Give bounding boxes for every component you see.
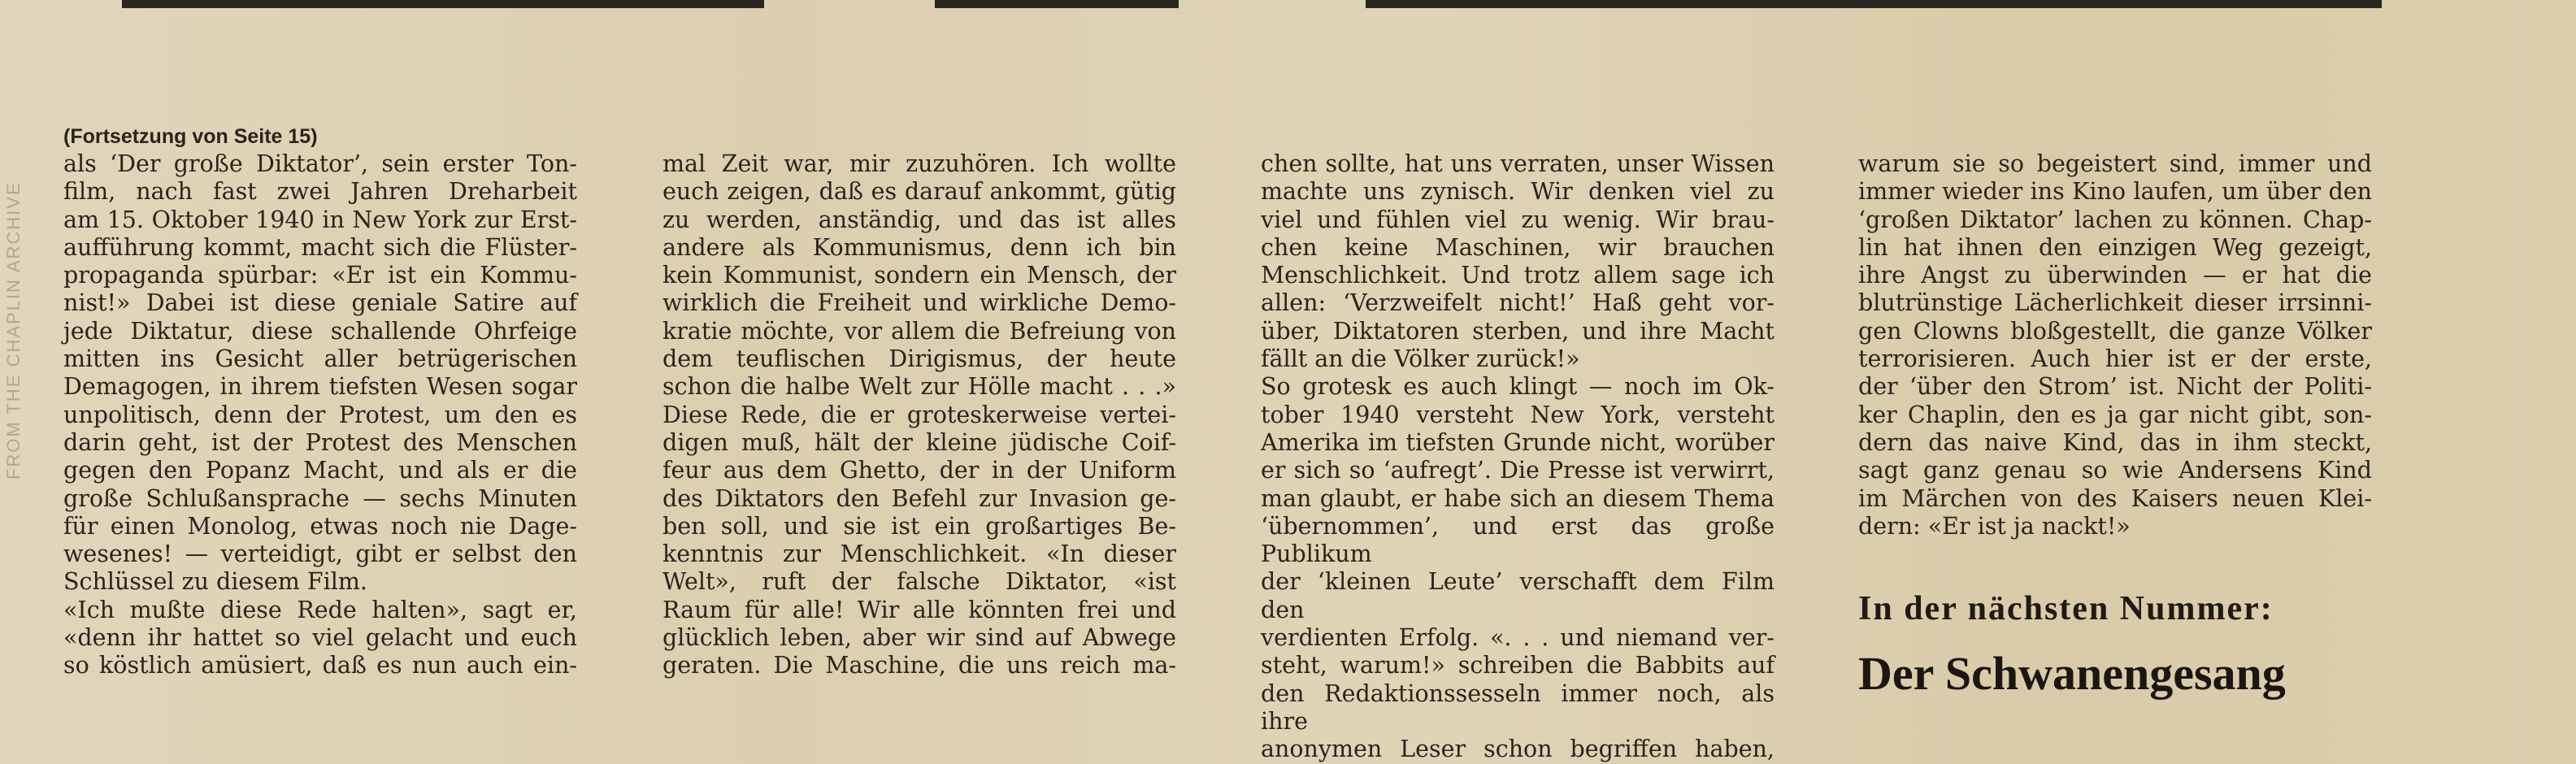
text-line: Menschlichkeit. Und trotz allem sage ich	[1261, 262, 1775, 289]
text-line: ‘übernommen’, und erst das große Publikum	[1261, 512, 1775, 568]
text-line: immer wieder ins Kino laufen, um über den	[1858, 178, 2372, 206]
top-border-strip	[122, 0, 764, 8]
text-line: des Diktators den Befehl zur Invasion ge-	[662, 484, 1176, 512]
text-line: Raum für alle! Wir alle könnten frei und	[662, 596, 1176, 623]
text-line: er sich so ‘aufregt’. Die Presse ist verwirrt,	[1261, 457, 1775, 484]
article-column-2	[662, 150, 1176, 680]
text-line: darin geht, ist der Protest des Menschen	[63, 428, 577, 456]
text-line: zu werden, anständig, und das ist alles	[662, 206, 1176, 233]
text-line: «Ich mußte diese Rede halten», sagt er,	[63, 596, 577, 623]
next-issue-title: Der Schwanengesang	[1858, 647, 2286, 700]
text-line: über, Diktatoren sterben, und ihre Macht	[1261, 317, 1775, 345]
text-line: blutrünstige Lächerlichkeit dieser irrsinni-	[1858, 289, 2372, 317]
article-column-4	[1858, 150, 2372, 540]
text-line: ‘großen Diktator’ lachen zu können. Chap-	[1858, 206, 2372, 233]
text-line: nist!» Dabei ist diese geniale Satire auf	[63, 289, 577, 317]
text-line: für einen Monolog, etwas noch nie Dage-	[63, 512, 577, 540]
text-line: chen keine Maschinen, wir brauchen	[1261, 233, 1775, 261]
text-line: Demagogen, in ihrem tiefsten Wesen sogar	[63, 373, 577, 401]
text-line: sagt ganz genau so wie Andersens Kind	[1858, 457, 2372, 484]
article-column-3	[1261, 150, 1775, 764]
text-line: gen Clowns bloßgestellt, die ganze Völker	[1858, 317, 2372, 345]
text-line: der ‘über den Strom’ ist. Nicht der Politi-	[1858, 373, 2372, 401]
text-line: der ‘kleinen Leute’ verschafft dem Film den	[1261, 568, 1775, 623]
text-line: dern: «Er ist ja nackt!»	[1858, 512, 2131, 540]
text-line: digen muß, hält der kleine jüdische Coif-	[662, 428, 1176, 456]
text-line: euch zeigen, daß es darauf ankommt, gütig	[662, 178, 1176, 206]
article-column-1	[63, 150, 577, 680]
text-line: Diese Rede, die er groteskerweise vertei-	[662, 401, 1176, 428]
text-line: machte uns zynisch. Wir denken viel zu	[1261, 178, 1775, 206]
text-line: «denn ihr hattet so viel gelacht und euch	[63, 624, 577, 652]
text-line: verdienten Erfolg. «. . . und niemand ver-	[1261, 624, 1775, 652]
text-line: so köstlich amüsiert, daß es nun auch ein-	[63, 652, 577, 679]
text-line: allen: ‘Verzweifelt nicht!’ Haß geht vor-	[1261, 289, 1775, 317]
text-line: anonymen Leser schon begriffen haben,	[1261, 736, 1775, 763]
text-line: kein Kommunist, sondern ein Mensch, der	[662, 262, 1176, 289]
text-line: wesenes! — verteidigt, gibt er selbst den	[63, 540, 577, 568]
text-line: propaganda spürbar: «Er ist ein Kommu-	[63, 262, 577, 289]
top-border-strip	[935, 0, 1179, 8]
text-line: mal Zeit war, mir zuzuhören. Ich wollte	[662, 150, 1176, 177]
text-line: terrorisieren. Auch hier ist er der erste,	[1858, 345, 2372, 373]
text-line: schon die halbe Welt zur Hölle macht . . .»	[662, 373, 1176, 401]
text-line: steht, warum!» schreiben die Babbits auf	[1261, 652, 1775, 679]
archive-watermark: FROM THE CHAPLIN ARCHIVE	[3, 181, 24, 480]
text-line: wirklich die Freiheit und wirkliche Demo-	[662, 289, 1176, 317]
text-line: gegen den Popanz Macht, und als er die	[63, 457, 577, 484]
text-line: jede Diktatur, diese schallende Ohrfeige	[63, 317, 577, 345]
text-line: tober 1940 versteht New York, versteht	[1261, 401, 1775, 428]
text-line: am 15. Oktober 1940 in New York zur Erst-	[63, 206, 577, 233]
text-line: mitten ins Gesicht aller betrügerischen	[63, 345, 577, 373]
text-line: Welt», ruft der falsche Diktator, «ist	[662, 568, 1176, 596]
text-line: fällt an die Völker zurück!»	[1261, 345, 1580, 373]
text-line: dern das naive Kind, das in ihm steckt,	[1858, 428, 2372, 456]
text-line: Schlüssel zu diesem Film.	[63, 568, 367, 596]
text-line: unpolitisch, denn der Protest, um den es	[63, 401, 577, 428]
text-line: ben soll, und sie ist ein großartiges Be-	[662, 512, 1176, 540]
text-line: andere als Kommunismus, denn ich bin	[662, 233, 1176, 261]
text-line: im Märchen von des Kaisers neuen Klei-	[1858, 484, 2372, 512]
text-line: aufführung kommt, macht sich die Flüster-	[63, 233, 577, 261]
text-line: glücklich leben, aber wir sind auf Abwege	[662, 624, 1176, 652]
text-line: chen sollte, hat uns verraten, unser Wissen	[1261, 150, 1775, 177]
text-line: Amerika im tiefsten Grunde nicht, worüber	[1261, 428, 1775, 456]
text-line: viel und fühlen viel zu wenig. Wir brau-	[1261, 206, 1775, 233]
text-line: große Schlußansprache — sechs Minuten	[63, 484, 577, 512]
text-line: lin hat ihnen den einzigen Weg gezeigt,	[1858, 233, 2372, 261]
text-line: film, nach fast zwei Jahren Dreharbeit	[63, 178, 577, 206]
text-line: kratie möchte, vor allem die Befreiung von	[662, 317, 1176, 345]
text-line: ker Chaplin, den es ja gar nicht gibt, son-	[1858, 401, 2372, 428]
text-line: den Redaktionssesseln immer noch, als ihre	[1261, 679, 1775, 735]
top-border-strip	[1366, 0, 2382, 8]
text-line: ihre Angst zu überwinden — er hat die	[1858, 262, 2372, 289]
next-issue-label: In der nächsten Nummer:	[1858, 590, 2274, 627]
text-line: warum sie so begeistert sind, immer und	[1858, 150, 2372, 177]
continuation-note: (Fortsetzung von Seite 15)	[63, 125, 318, 148]
text-line: dem teuflischen Dirigismus, der heute	[662, 345, 1176, 373]
text-line: kenntnis zur Menschlichkeit. «In dieser	[662, 540, 1176, 568]
text-line: als ‘Der große Diktator’, sein erster Ton-	[63, 150, 577, 177]
text-line: man glaubt, er habe sich an diesem Thema	[1261, 484, 1775, 512]
text-line: feur aus dem Ghetto, der in der Uniform	[662, 457, 1176, 484]
text-line: So grotesk es auch klingt — noch im Ok-	[1261, 373, 1775, 401]
text-line: geraten. Die Maschine, die uns reich ma-	[662, 652, 1176, 679]
